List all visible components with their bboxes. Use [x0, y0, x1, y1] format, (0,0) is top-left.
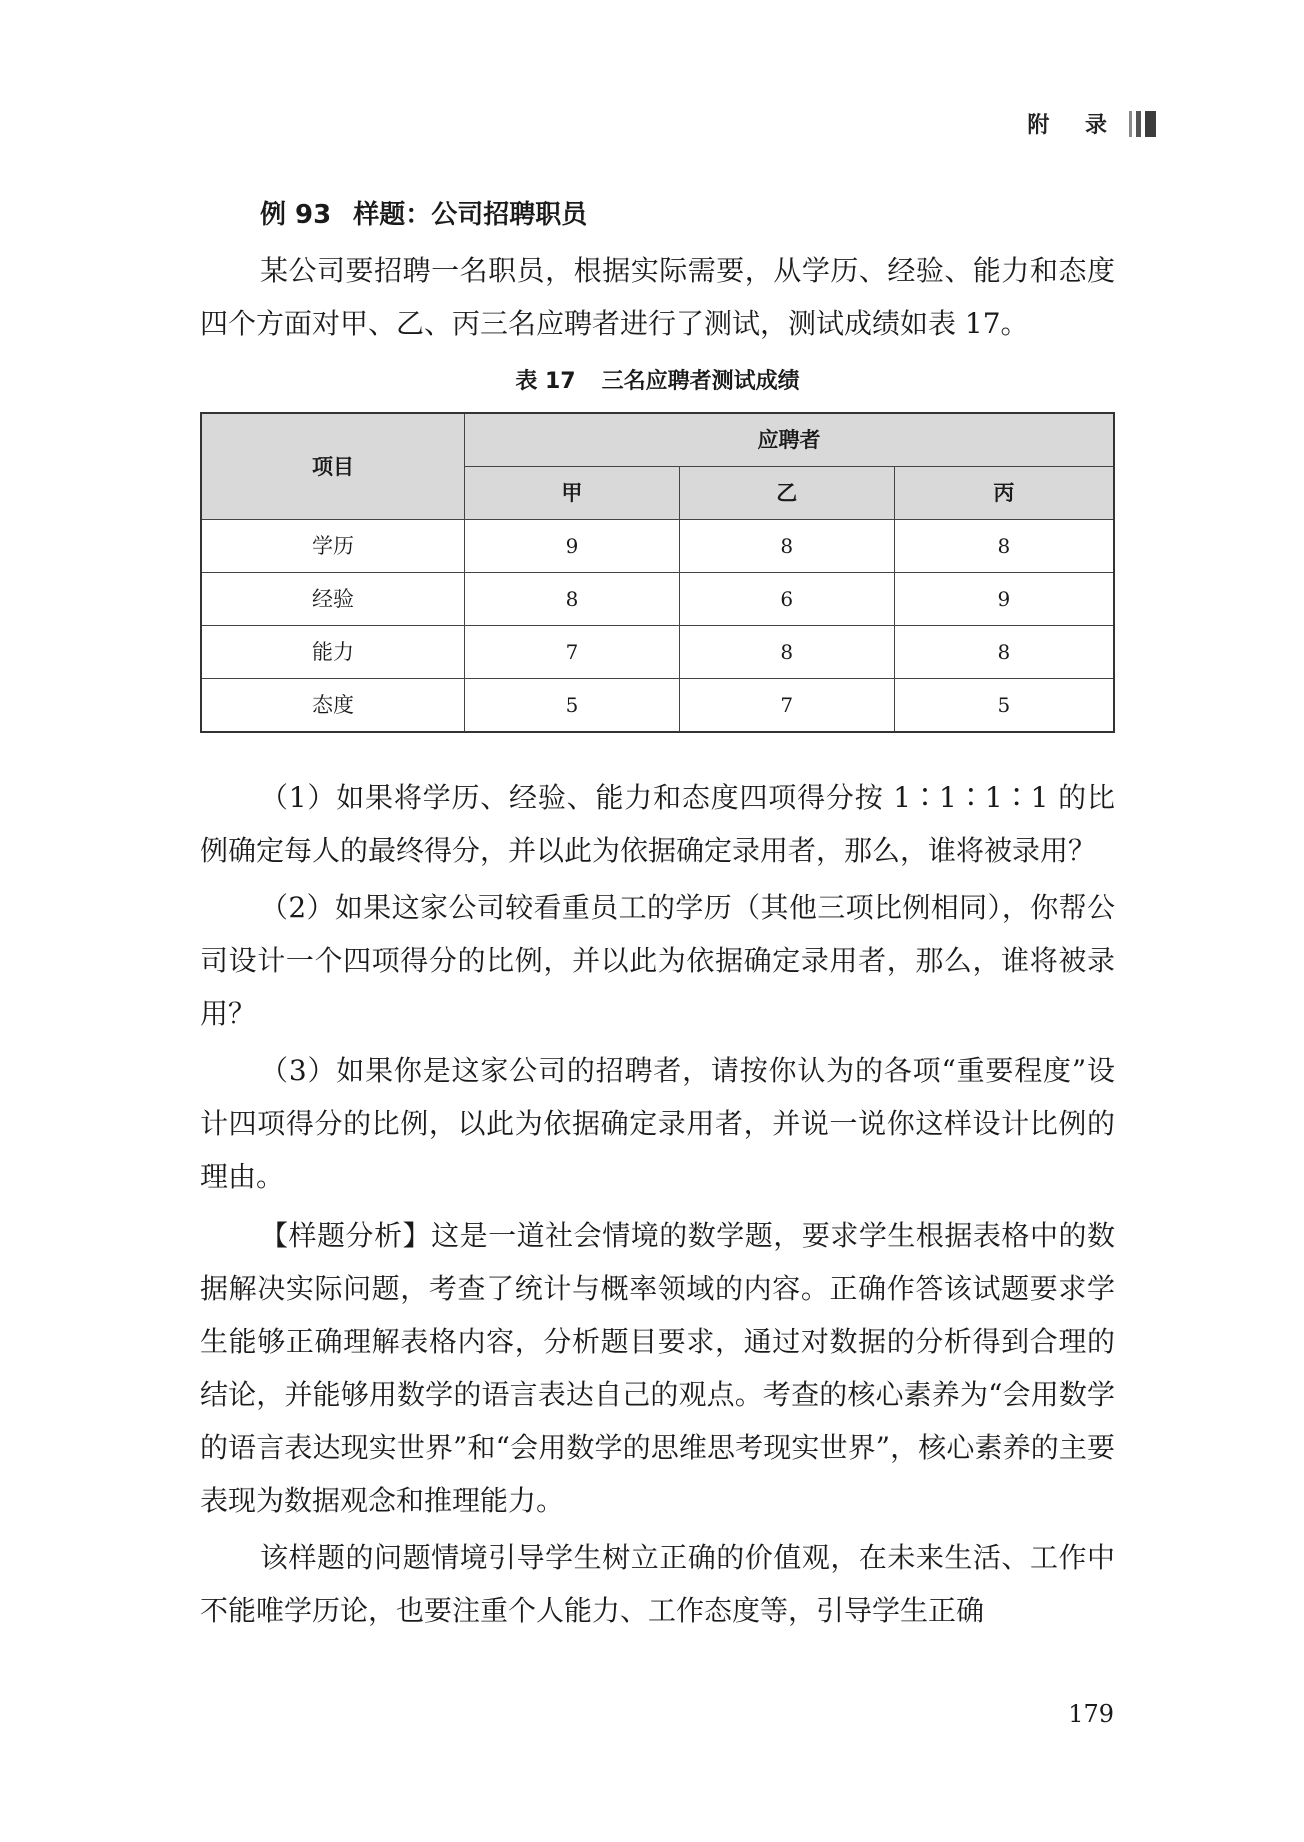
table-header-row — [201, 413, 1114, 467]
section-title: 附 录 — [1027, 113, 1121, 138]
table-row — [201, 520, 1114, 573]
page-number: 179 — [1068, 1700, 1114, 1728]
header-bar — [1145, 111, 1156, 137]
score-cell: 7 — [679, 679, 894, 733]
analysis-paragraph: 【样题分析】这是一道社会情境的数学题，要求学生根据表格中的数据解决实际问题，考查了统计与概率领域的内容。正确作答该试题要求学生能够正确理解表格内容，分析题目要求，通过对数据的分析得到合理的结论，并能够用数学的语言表达自己的观点。考查的核心素养为“会用数学的语言表达现实世界”和“会用数学的思维思考现实世界”，核心素养的主要表现为数据观念和推理能力。 — [200, 1219, 1115, 1517]
score-cell: 6 — [679, 573, 894, 626]
score-cell: 9 — [465, 520, 680, 573]
table-row — [201, 626, 1114, 679]
header-applicants: 应聘者 — [465, 413, 1115, 467]
example-title: 样题：公司招聘职员 — [353, 200, 588, 230]
row-label: 态度 — [201, 679, 465, 733]
table-row — [201, 573, 1114, 626]
score-cell: 8 — [894, 520, 1114, 573]
score-cell: 8 — [679, 626, 894, 679]
question-3: （3）如果你是这家公司的招聘者，请按你认为的各项“重要程度”设计四项得分的比例，以此为依据确定录用者，并说一说你这样设计比例的理由。 — [200, 1054, 1115, 1193]
example-number: 例 93 — [260, 200, 332, 230]
score-cell: 5 — [894, 679, 1114, 733]
score-cell: 8 — [679, 520, 894, 573]
score-cell: 9 — [894, 573, 1114, 626]
header-bar — [1136, 111, 1141, 137]
analysis-paragraph: 该样题的问题情境引导学生树立正确的价值观，在未来生活、工作中不能唯学历论，也要注重个人能力、工作态度等，引导学生正确 — [200, 1541, 1115, 1627]
table-caption-title: 三名应聘者测试成绩 — [601, 369, 800, 394]
score-cell: 7 — [465, 626, 680, 679]
scores-table — [200, 412, 1115, 733]
table-caption — [200, 364, 1115, 400]
question-2: （2）如果这家公司较看重员工的学历（其他三项比例相同），你帮公司设计一个四项得分的比例，并以此为依据确定录用者，那么，谁将被录用？ — [200, 891, 1115, 1030]
header-col-jia: 甲 — [465, 467, 680, 520]
header-col-yi: 乙 — [679, 467, 894, 520]
score-cell: 5 — [465, 679, 680, 733]
questions-section — [200, 771, 1115, 1203]
header-bar — [1129, 111, 1132, 137]
intro-paragraph: 某公司要招聘一名职员，根据实际需要，从学历、经验、能力和态度四个方面对甲、乙、丙三名应聘者进行了测试，测试成绩如表 17。 — [200, 254, 1115, 340]
table-row — [201, 679, 1114, 733]
header-item: 项目 — [201, 413, 465, 520]
example-heading — [200, 198, 1115, 232]
analysis-section — [200, 1209, 1115, 1637]
score-cell: 8 — [894, 626, 1114, 679]
running-header — [1027, 108, 1156, 139]
row-label: 能力 — [201, 626, 465, 679]
score-cell: 8 — [465, 573, 680, 626]
page-content — [200, 198, 1115, 1641]
table-caption-number: 表 17 — [515, 369, 576, 394]
row-label: 经验 — [201, 573, 465, 626]
row-label: 学历 — [201, 520, 465, 573]
header-col-bing: 丙 — [894, 467, 1114, 520]
header-bars-decoration — [1125, 111, 1156, 137]
question-1: （1）如果将学历、经验、能力和态度四项得分按 1∶1∶1∶1 的比例确定每人的最终得分，并以此为依据确定录用者，那么，谁将被录用？ — [200, 781, 1115, 867]
